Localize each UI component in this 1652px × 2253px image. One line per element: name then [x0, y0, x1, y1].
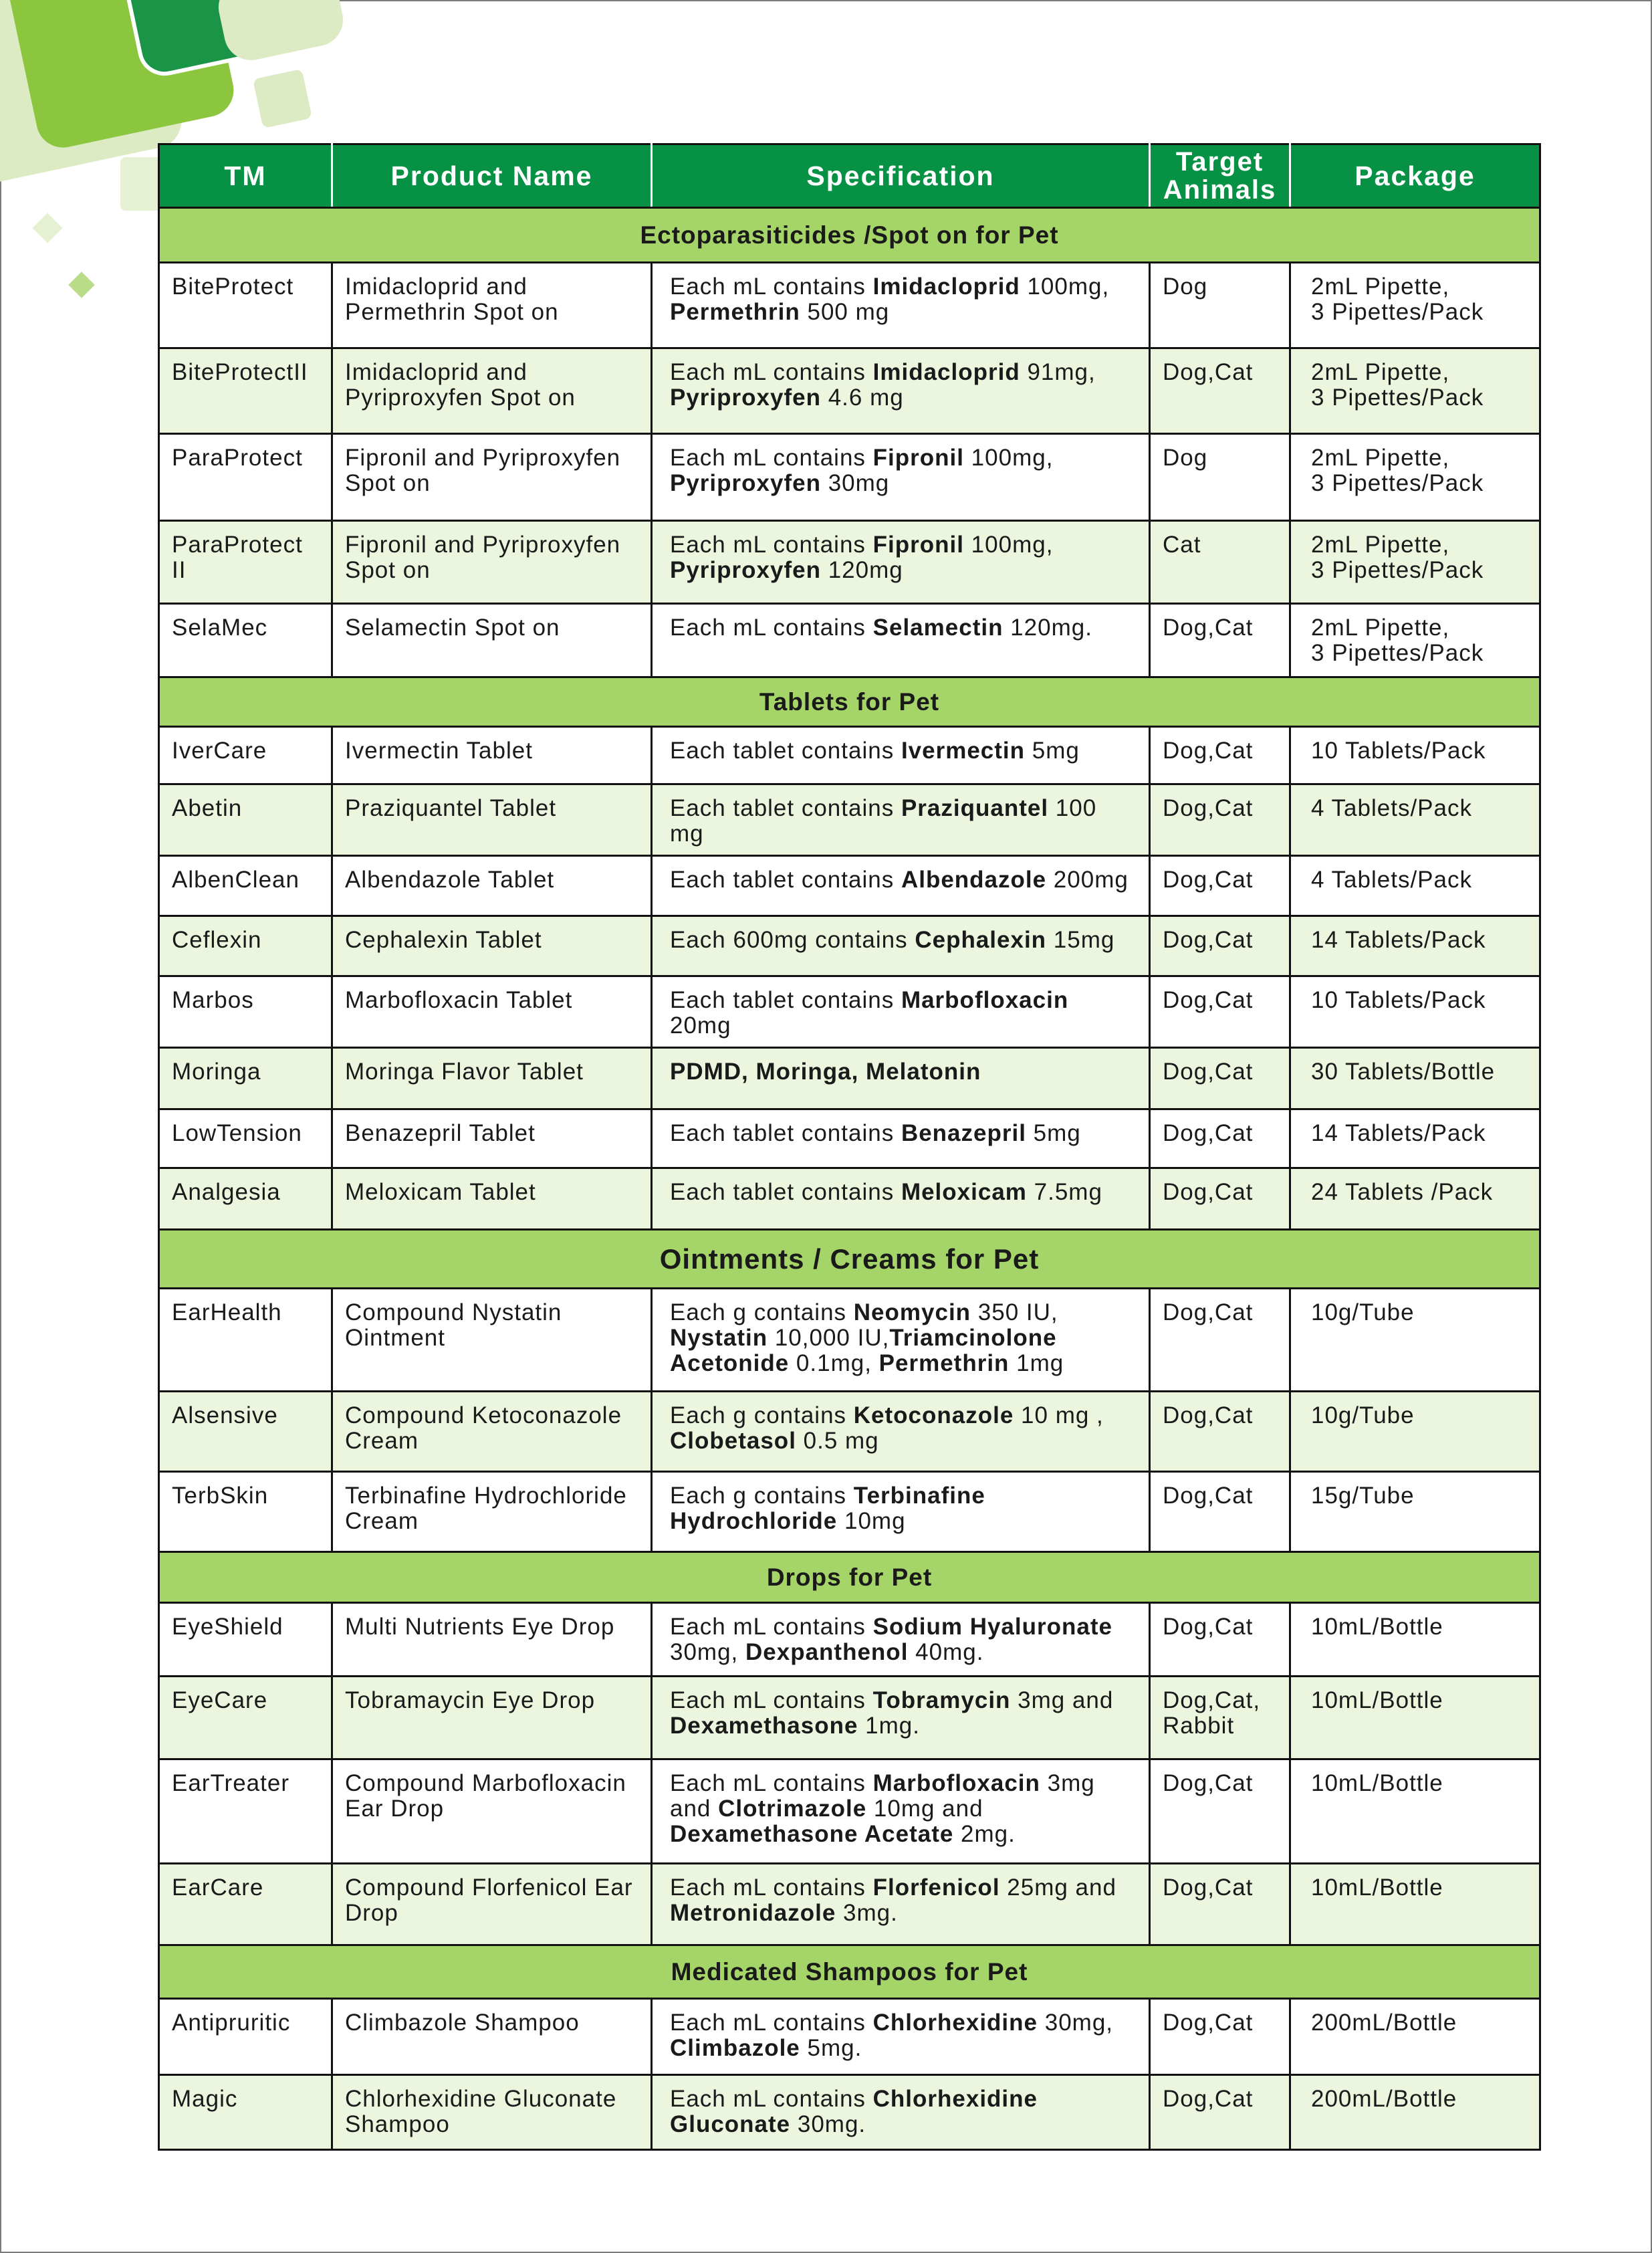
- cell-package: 2mL Pipette, 3 Pipettes/Pack: [1290, 604, 1540, 677]
- cell-tm: Marbos: [159, 976, 332, 1048]
- cell-product-name: Albendazole Tablet: [332, 856, 652, 916]
- spec-text: 10mg and: [873, 1796, 983, 1822]
- spec-text: 100mg,: [971, 445, 1054, 471]
- cell-tm: IverCare: [159, 727, 332, 784]
- cell-specification: [652, 1677, 1150, 1759]
- cell-package: 4 Tablets/Pack: [1290, 856, 1540, 916]
- cell-product-name: Imidacloprid and Pyriproxyfen Spot on: [332, 348, 652, 434]
- cell-target-animals: Dog: [1150, 434, 1290, 521]
- spec-ingredient: Metronidazole: [670, 1900, 836, 1926]
- cell-specification: [652, 916, 1150, 976]
- spec-ingredient: Terbinafine Hydrochloride: [670, 1483, 985, 1534]
- cell-tm: Alsensive: [159, 1392, 332, 1472]
- spec-text: 5mg.: [800, 2035, 862, 2061]
- product-table: [158, 143, 1541, 2151]
- spec-text: 5mg: [1025, 738, 1080, 764]
- spec-text: Each mL contains: [670, 445, 873, 471]
- table-row: [159, 1289, 1540, 1392]
- section-title: Ointments / Creams for Pet: [159, 1230, 1540, 1289]
- cell-tm: LowTension: [159, 1109, 332, 1168]
- spec-ingredient: Albendazole: [901, 867, 1047, 893]
- spec-ingredient: Praziquantel: [901, 795, 1049, 821]
- cell-package: 10mL/Bottle: [1290, 1759, 1540, 1864]
- spec-ingredient: Sodium Hyaluronate: [872, 1614, 1112, 1640]
- cell-target-animals: Dog,Cat: [1150, 1472, 1290, 1552]
- cell-specification: [652, 434, 1150, 521]
- spec-ingredient: Chlorhexidine Gluconate: [670, 2086, 1038, 2137]
- cell-package: 10g/Tube: [1290, 1392, 1540, 1472]
- cell-target-animals: Dog,Cat: [1150, 916, 1290, 976]
- cell-tm: ParaProtect: [159, 434, 332, 521]
- spec-ingredient: Benazepril: [901, 1120, 1026, 1146]
- cell-target-animals: Dog,Cat: [1150, 856, 1290, 916]
- spec-text: 20mg: [670, 1012, 731, 1039]
- cell-tm: Antipruritic: [159, 1999, 332, 2075]
- cell-tm: EyeCare: [159, 1677, 332, 1759]
- spec-ingredient: Imidacloprid: [872, 274, 1020, 300]
- cell-specification: [652, 1472, 1150, 1552]
- cell-tm: Moringa: [159, 1048, 332, 1109]
- spec-text: Each g contains: [670, 1402, 854, 1428]
- cell-tm: EyeShield: [159, 1603, 332, 1677]
- spec-ingredient: Marbofloxacin: [872, 1770, 1040, 1796]
- spec-text: Each tablet contains: [670, 795, 901, 821]
- table-row: [159, 263, 1540, 348]
- cell-package: 10g/Tube: [1290, 1289, 1540, 1392]
- cell-specification: [652, 1392, 1150, 1472]
- spec-text: Each tablet contains: [670, 1179, 901, 1205]
- section-row: [159, 208, 1540, 263]
- spec-ingredient: Pyriproxyfen: [670, 470, 821, 496]
- spec-ingredient: Ivermectin: [901, 738, 1026, 764]
- spec-text: Each tablet contains: [670, 987, 901, 1013]
- spec-text: Each g contains: [670, 1299, 854, 1325]
- spec-ingredient: Dexamethasone: [670, 1713, 858, 1739]
- cell-specification: [652, 1759, 1150, 1864]
- section-title: Medicated Shampoos for Pet: [159, 1945, 1540, 1999]
- cell-package: 14 Tablets/Pack: [1290, 916, 1540, 976]
- cell-tm: EarCare: [159, 1864, 332, 1945]
- spec-text: 5mg: [1026, 1120, 1081, 1146]
- cell-target-animals: Dog,Cat: [1150, 1999, 1290, 2075]
- spec-text: 120mg.: [1003, 615, 1092, 641]
- cell-product-name: Benazepril Tablet: [332, 1109, 652, 1168]
- cell-tm: TerbSkin: [159, 1472, 332, 1552]
- cell-target-animals: Dog,Cat: [1150, 1759, 1290, 1864]
- spec-ingredient: Fipronil: [872, 445, 964, 471]
- spec-text: 30mg: [820, 470, 890, 496]
- cell-product-name: Fipronil and Pyriproxyfen Spot on: [332, 434, 652, 521]
- cell-target-animals: Dog,Cat, Rabbit: [1150, 1677, 1290, 1759]
- spec-text: 3mg and: [670, 1770, 1095, 1822]
- table-row: [159, 1472, 1540, 1552]
- spec-ingredient: Fipronil: [872, 532, 964, 558]
- cell-product-name: Ivermectin Tablet: [332, 727, 652, 784]
- cell-product-name: Terbinafine Hydrochloride Cream: [332, 1472, 652, 1552]
- spec-text: 1mg: [1009, 1350, 1064, 1376]
- spec-text: 100mg,: [971, 532, 1054, 558]
- spec-text: 3mg and: [1018, 1687, 1114, 1713]
- section-row: [159, 677, 1540, 727]
- cell-target-animals: Cat: [1150, 521, 1290, 604]
- cell-target-animals: Dog,Cat: [1150, 348, 1290, 434]
- spec-text: 0.1mg,: [789, 1350, 879, 1376]
- spec-ingredient: Meloxicam: [901, 1179, 1027, 1205]
- table-row: [159, 1603, 1540, 1677]
- spec-ingredient: Triamcinolone Acetonide: [670, 1325, 1057, 1376]
- table-row: [159, 916, 1540, 976]
- cell-target-animals: Dog,Cat: [1150, 1168, 1290, 1230]
- spec-ingredient: Dexpanthenol: [745, 1639, 909, 1665]
- table-row: [159, 1109, 1540, 1168]
- cell-product-name: Compound Marbofloxacin Ear Drop: [332, 1759, 652, 1864]
- spec-text: 2mg.: [953, 1821, 1016, 1847]
- table-header: [159, 144, 1540, 208]
- table-row: [159, 727, 1540, 784]
- spec-ingredient: Clotrimazole: [718, 1796, 867, 1822]
- spec-ingredient: Pyriproxyfen: [670, 385, 821, 411]
- spec-ingredient: Ketoconazole: [853, 1402, 1014, 1428]
- cell-tm: SelaMec: [159, 604, 332, 677]
- spec-text: 100 mg: [670, 795, 1097, 847]
- cell-product-name: Multi Nutrients Eye Drop: [332, 1603, 652, 1677]
- header-tm: TM: [159, 144, 332, 208]
- spec-text: 10 mg ,: [1021, 1402, 1104, 1428]
- cell-specification: [652, 1999, 1150, 2075]
- cell-product-name: Moringa Flavor Tablet: [332, 1048, 652, 1109]
- section-row: [159, 1945, 1540, 1999]
- table-row: [159, 348, 1540, 434]
- spec-text: 25mg and: [1007, 1874, 1116, 1901]
- cell-package: 200mL/Bottle: [1290, 1999, 1540, 2075]
- cell-specification: [652, 1168, 1150, 1230]
- spec-text: 15mg: [1046, 927, 1115, 953]
- spec-text: 30mg.: [790, 2111, 866, 2137]
- cell-target-animals: Dog,Cat: [1150, 604, 1290, 677]
- spec-text: 0.5 mg: [796, 1428, 879, 1454]
- cell-product-name: Meloxicam Tablet: [332, 1168, 652, 1230]
- table-row: [159, 1168, 1540, 1230]
- section-title: Drops for Pet: [159, 1552, 1540, 1603]
- deco-square-small: [253, 69, 312, 128]
- cell-specification: [652, 1048, 1150, 1109]
- cell-package: 14 Tablets/Pack: [1290, 1109, 1540, 1168]
- header-target-animals: Target Animals: [1150, 144, 1290, 208]
- cell-specification: [652, 784, 1150, 856]
- cell-specification: [652, 976, 1150, 1048]
- spec-text: 4.6 mg: [820, 385, 904, 411]
- table-row: [159, 856, 1540, 916]
- cell-target-animals: Dog,Cat: [1150, 784, 1290, 856]
- cell-specification: [652, 1109, 1150, 1168]
- table-row: [159, 976, 1540, 1048]
- cell-target-animals: Dog: [1150, 263, 1290, 348]
- section-title: Ectoparasiticides /Spot on for Pet: [159, 208, 1540, 263]
- cell-package: 200mL/Bottle: [1290, 2075, 1540, 2150]
- spec-text: Each mL contains: [670, 1770, 873, 1796]
- table-row: [159, 1392, 1540, 1472]
- spec-ingredient: Clobetasol: [670, 1428, 796, 1454]
- cell-specification: [652, 521, 1150, 604]
- cell-product-name: Imidacloprid and Permethrin Spot on: [332, 263, 652, 348]
- spec-text: Each 600mg contains: [670, 927, 915, 953]
- cell-tm: BiteProtectII: [159, 348, 332, 434]
- spec-text: 10,000 IU,: [768, 1325, 890, 1351]
- spec-text: Each mL contains: [670, 1874, 873, 1901]
- section-row: [159, 1230, 1540, 1289]
- cell-target-animals: Dog,Cat: [1150, 1392, 1290, 1472]
- cell-package: 2mL Pipette, 3 Pipettes/Pack: [1290, 263, 1540, 348]
- cell-package: 10 Tablets/Pack: [1290, 976, 1540, 1048]
- header-specification: Specification: [652, 144, 1150, 208]
- cell-package: 2mL Pipette, 3 Pipettes/Pack: [1290, 434, 1540, 521]
- spec-ingredient: Dexamethasone Acetate: [670, 1821, 954, 1847]
- cell-product-name: Marbofloxacin Tablet: [332, 976, 652, 1048]
- cell-target-animals: Dog,Cat: [1150, 1864, 1290, 1945]
- table-row: [159, 784, 1540, 856]
- spec-text: Each mL contains: [670, 2010, 873, 2036]
- spec-text: 40mg.: [908, 1639, 984, 1665]
- table-row: [159, 604, 1540, 677]
- spec-ingredient: Climbazole: [670, 2035, 800, 2061]
- spec-text: Each mL contains: [670, 1687, 873, 1713]
- spec-ingredient: Tobramycin: [872, 1687, 1011, 1713]
- cell-target-animals: Dog,Cat: [1150, 1109, 1290, 1168]
- table-row: [159, 521, 1540, 604]
- spec-ingredient: Nystatin: [670, 1325, 768, 1351]
- cell-package: 10mL/Bottle: [1290, 1864, 1540, 1945]
- spec-ingredient: Selamectin: [872, 615, 1004, 641]
- section-row: [159, 1552, 1540, 1603]
- cell-specification: [652, 2075, 1150, 2150]
- spec-text: 91mg,: [1027, 359, 1096, 385]
- cell-package: 15g/Tube: [1290, 1472, 1540, 1552]
- cell-package: 10mL/Bottle: [1290, 1603, 1540, 1677]
- spec-text: 3mg.: [836, 1900, 898, 1926]
- spec-ingredient: Imidacloprid: [872, 359, 1020, 385]
- cell-tm: EarTreater: [159, 1759, 332, 1864]
- spec-ingredient: Neomycin: [853, 1299, 971, 1325]
- cell-package: 10mL/Bottle: [1290, 1677, 1540, 1759]
- cell-product-name: Compound Ketoconazole Cream: [332, 1392, 652, 1472]
- cell-tm: BiteProtect: [159, 263, 332, 348]
- header-product-name: Product Name: [332, 144, 652, 208]
- cell-product-name: Tobramaycin Eye Drop: [332, 1677, 652, 1759]
- table-body: [159, 208, 1540, 2150]
- spec-ingredient: Marbofloxacin: [901, 987, 1069, 1013]
- spec-text: 30mg,: [1044, 2010, 1114, 2036]
- spec-text: Each mL contains: [670, 532, 873, 558]
- spec-text: 30mg,: [670, 1639, 739, 1665]
- spec-ingredient: Pyriproxyfen: [670, 557, 821, 583]
- cell-specification: [652, 1603, 1150, 1677]
- cell-product-name: Compound Florfenicol Ear Drop: [332, 1864, 652, 1945]
- cell-package: 24 Tablets /Pack: [1290, 1168, 1540, 1230]
- spec-text: Each tablet contains: [670, 1120, 901, 1146]
- table-row: [159, 1048, 1540, 1109]
- cell-package: 4 Tablets/Pack: [1290, 784, 1540, 856]
- cell-tm: Analgesia: [159, 1168, 332, 1230]
- spec-text: Each mL contains: [670, 1614, 873, 1640]
- cell-product-name: Cephalexin Tablet: [332, 916, 652, 976]
- cell-specification: [652, 1289, 1150, 1392]
- table-row: [159, 2075, 1540, 2150]
- cell-specification: [652, 604, 1150, 677]
- cell-tm: EarHealth: [159, 1289, 332, 1392]
- table-row: [159, 1677, 1540, 1759]
- table-row: [159, 1999, 1540, 2075]
- cell-tm: Magic: [159, 2075, 332, 2150]
- cell-product-name: Climbazole Shampoo: [332, 1999, 652, 2075]
- cell-package: 10 Tablets/Pack: [1290, 727, 1540, 784]
- cell-specification: [652, 727, 1150, 784]
- spec-text: 100mg,: [1027, 274, 1110, 300]
- spec-ingredient: Florfenicol: [872, 1874, 1000, 1901]
- spec-ingredient: Chlorhexidine: [872, 2010, 1038, 2036]
- cell-package: 2mL Pipette, 3 Pipettes/Pack: [1290, 348, 1540, 434]
- spec-text: 120mg: [820, 557, 903, 583]
- cell-specification: [652, 1864, 1150, 1945]
- cell-product-name: Chlorhexidine Gluconate Shampoo: [332, 2075, 652, 2150]
- cell-product-name: Praziquantel Tablet: [332, 784, 652, 856]
- spec-text: 10mg: [837, 1508, 906, 1534]
- spec-text: 7.5mg: [1026, 1179, 1102, 1205]
- spec-text: Each tablet contains: [670, 738, 901, 764]
- cell-target-animals: Dog,Cat: [1150, 1603, 1290, 1677]
- table-row: [159, 1864, 1540, 1945]
- cell-tm: Ceflexin: [159, 916, 332, 976]
- cell-product-name: Selamectin Spot on: [332, 604, 652, 677]
- table-row: [159, 434, 1540, 521]
- cell-specification: [652, 263, 1150, 348]
- cell-target-animals: Dog,Cat: [1150, 1048, 1290, 1109]
- cell-specification: [652, 348, 1150, 434]
- cell-package: 2mL Pipette, 3 Pipettes/Pack: [1290, 521, 1540, 604]
- cell-target-animals: Dog,Cat: [1150, 976, 1290, 1048]
- spec-text: 500 mg: [800, 299, 890, 325]
- section-title: Tablets for Pet: [159, 677, 1540, 727]
- spec-text: Each g contains: [670, 1483, 854, 1509]
- cell-package: 30 Tablets/Bottle: [1290, 1048, 1540, 1109]
- cell-specification: [652, 856, 1150, 916]
- spec-text: Each tablet contains: [670, 867, 901, 893]
- spec-ingredient: Permethrin: [670, 299, 800, 325]
- product-table-container: [158, 143, 1539, 2151]
- cell-tm: ParaProtect II: [159, 521, 332, 604]
- table-row: [159, 1759, 1540, 1864]
- header-package: Package: [1290, 144, 1540, 208]
- cell-product-name: Compound Nystatin Ointment: [332, 1289, 652, 1392]
- cell-target-animals: Dog,Cat: [1150, 727, 1290, 784]
- cell-product-name: Fipronil and Pyriproxyfen Spot on: [332, 521, 652, 604]
- cell-target-animals: Dog,Cat: [1150, 1289, 1290, 1392]
- spec-ingredient: Permethrin: [878, 1350, 1010, 1376]
- spec-text: 1mg.: [858, 1713, 920, 1739]
- spec-text: 200mg: [1046, 867, 1129, 893]
- cell-tm: AlbenClean: [159, 856, 332, 916]
- spec-text: Each mL contains: [670, 359, 873, 385]
- spec-text: Each mL contains: [670, 274, 873, 300]
- spec-text: Each mL contains: [670, 2086, 873, 2112]
- spec-ingredient: PDMD, Moringa, Melatonin: [670, 1059, 981, 1085]
- spec-ingredient: Cephalexin: [915, 927, 1047, 953]
- spec-text: Each mL contains: [670, 615, 873, 641]
- cell-tm: Abetin: [159, 784, 332, 856]
- cell-target-animals: Dog,Cat: [1150, 2075, 1290, 2150]
- spec-text: 350 IU,: [977, 1299, 1058, 1325]
